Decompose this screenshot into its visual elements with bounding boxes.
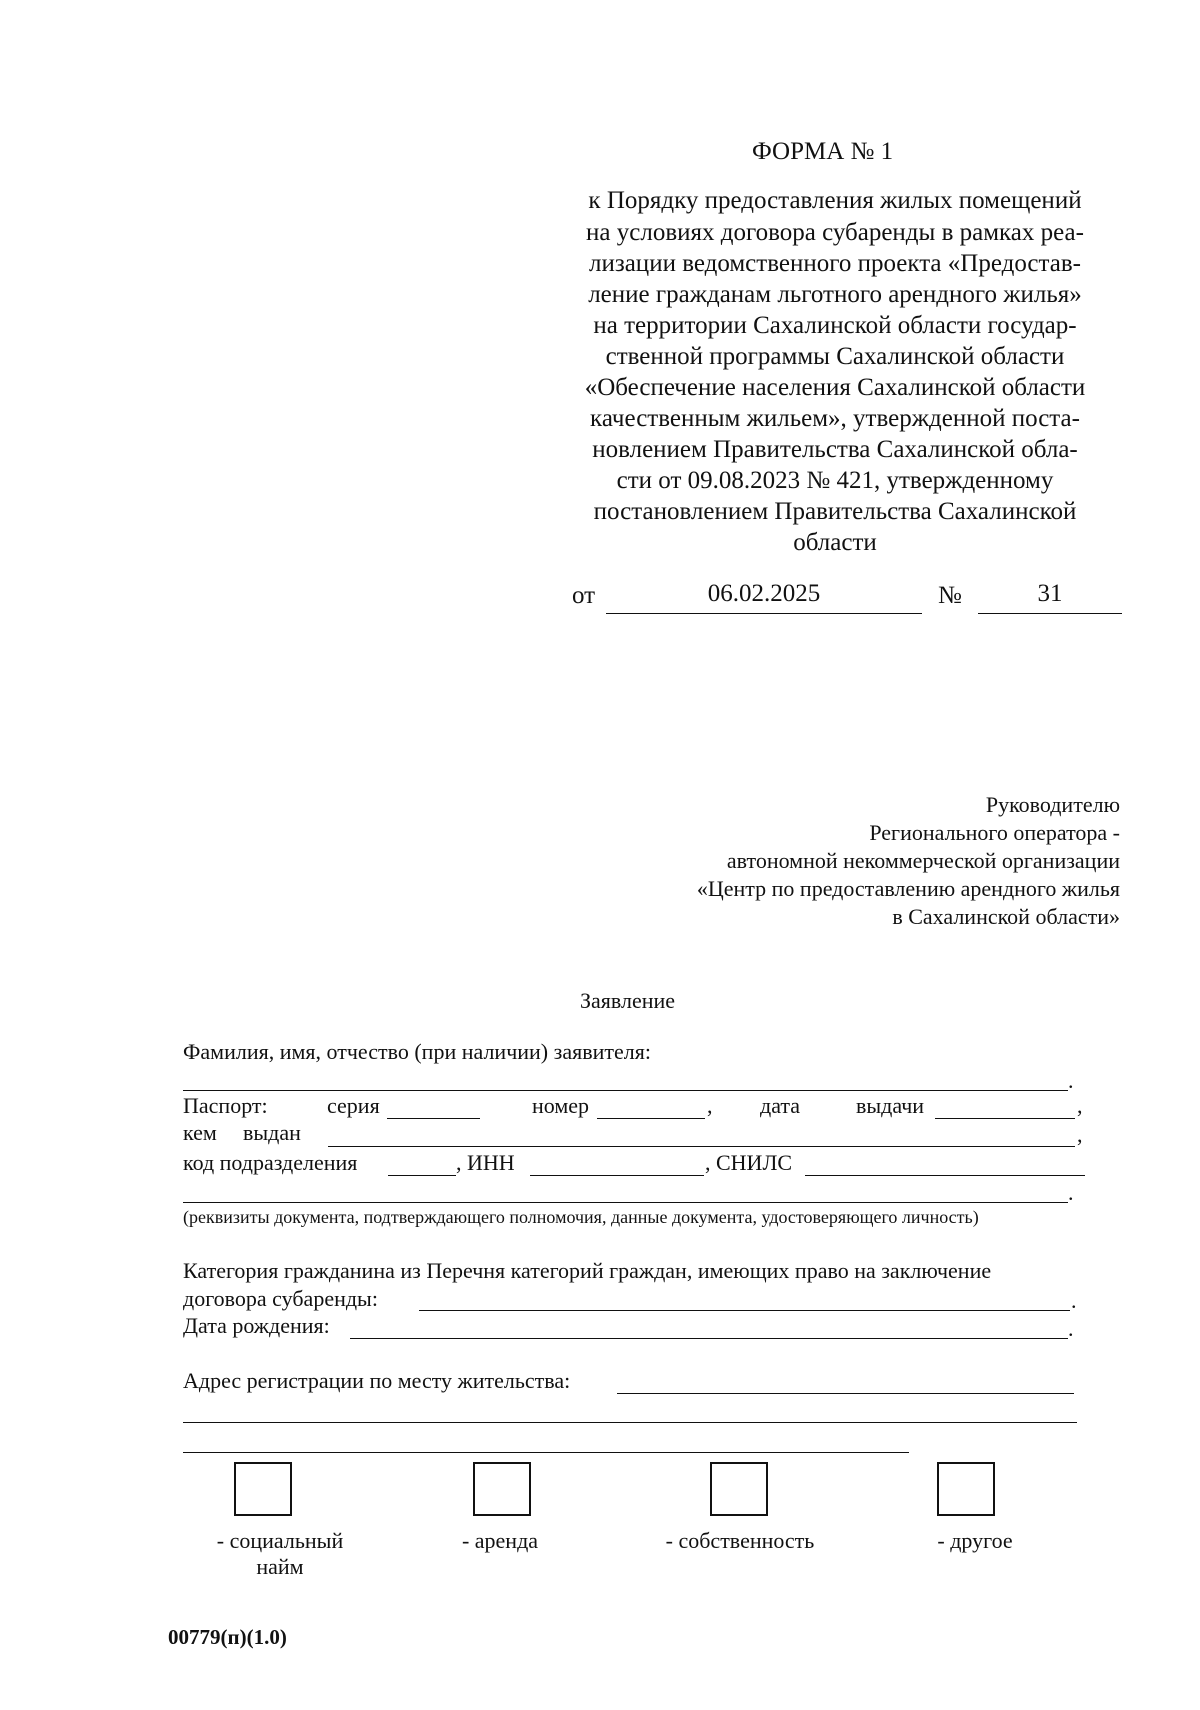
date-prefix: от	[572, 582, 596, 609]
addressee-line: «Центр по предоставлению арендного жилья	[696, 876, 1120, 901]
addressee-line: автономной некоммерческой организации	[726, 848, 1120, 873]
category-label-line2: договора субаренды:	[183, 1286, 378, 1311]
appendix-line: на территории Сахалинской области государ-	[593, 312, 1077, 339]
appendix-text	[545, 187, 1125, 560]
address-input-line-3[interactable]	[183, 1452, 909, 1453]
appendix-line: к Порядку предоставления жилых помещений	[588, 187, 1082, 214]
address-input-line-2[interactable]	[183, 1422, 1077, 1423]
division-code-input-line[interactable]	[388, 1175, 456, 1176]
birth-date-input-line[interactable]	[350, 1338, 1068, 1339]
appendix-line: области	[793, 529, 877, 556]
comma-mark: ,	[1077, 1093, 1083, 1118]
other-checkbox[interactable]	[937, 1462, 995, 1516]
snils-label: , СНИЛС	[705, 1150, 793, 1175]
issued-by-input-line[interactable]	[328, 1146, 1075, 1147]
appendix-line: лизации ведомственного проекта «Предостав-	[588, 250, 1081, 277]
ownership-label: - собственность	[665, 1528, 815, 1553]
fio-label: Фамилия, имя, отчество (при наличии) заявителя:	[183, 1039, 651, 1064]
appendix-line: «Обеспечение населения Сахалинской области	[584, 374, 1086, 401]
number-label: номер	[532, 1093, 590, 1118]
appendix-line: ление гражданам льготного арендного жилья»	[588, 281, 1082, 308]
statement-title: Заявление	[580, 988, 676, 1013]
addressee-block	[600, 792, 1120, 932]
series-input-line[interactable]	[387, 1118, 480, 1119]
social-rent-label-line1: - социальный	[216, 1528, 344, 1553]
requisites-input-line[interactable]	[183, 1202, 1068, 1203]
appendix-line: новлением Правительства Сахалинской обла-	[592, 436, 1078, 463]
rent-label: - аренда	[461, 1528, 539, 1553]
appendix-line: качественным жильем», утвержденной поста-	[590, 405, 1080, 432]
address-input-line-1[interactable]	[617, 1393, 1074, 1394]
division-code-label: код подразделения	[183, 1150, 358, 1175]
date-value[interactable]: 06.02.2025	[606, 580, 922, 614]
period-mark: .	[1071, 1288, 1077, 1313]
other-label: - другое	[937, 1528, 1013, 1553]
document-code: 00779(п)(1.0)	[168, 1625, 287, 1649]
appendix-line: ственной программы Сахалинской области	[605, 343, 1065, 370]
issue-date-label: дата	[760, 1093, 801, 1118]
birth-date-label: Дата рождения:	[183, 1313, 330, 1338]
issued-by-label: кем	[183, 1120, 217, 1145]
addressee-line: Регионального оператора -	[869, 820, 1120, 845]
period-mark: .	[1068, 1316, 1074, 1341]
form-title: ФОРМА № 1	[752, 138, 894, 165]
series-label: серия	[327, 1093, 380, 1118]
comma-mark: ,	[707, 1093, 713, 1118]
social-rent-label	[180, 1528, 380, 1580]
period-mark: .	[1068, 1068, 1074, 1093]
address-label: Адрес регистрации по месту жительства:	[183, 1368, 571, 1393]
requisites-note: (реквизиты документа, подтверждающего полномочия, данные документа, удостоверяющего личность)	[183, 1207, 979, 1227]
appendix-line: на условиях договора субаренды в рамках реа-	[586, 219, 1084, 246]
inn-input-line[interactable]	[530, 1175, 704, 1176]
addressee-line: в Сахалинской области»	[892, 904, 1120, 929]
category-input-line[interactable]	[419, 1310, 1070, 1311]
inn-label: , ИНН	[456, 1150, 515, 1175]
addressee-line: Руководителю	[985, 792, 1120, 817]
snils-input-line[interactable]	[805, 1175, 1085, 1176]
passport-number-input-line[interactable]	[597, 1118, 705, 1119]
appendix-line: сти от 09.08.2023 № 421, утвержденному	[616, 467, 1054, 494]
period-mark: .	[1068, 1180, 1074, 1205]
ownership-checkbox[interactable]	[710, 1462, 768, 1516]
social-rent-label-line2: найм	[256, 1554, 304, 1579]
social-rent-checkbox[interactable]	[234, 1462, 292, 1516]
appendix-line: постановлением Правительства Сахалинской	[593, 498, 1077, 525]
category-label-line1: Категория гражданина из Перечня категорий граждан, имеющих право на заключение	[183, 1258, 992, 1283]
issue-date-label-2: выдачи	[856, 1093, 925, 1118]
issued-by-label-2: выдан	[243, 1120, 301, 1145]
fio-input-line[interactable]	[183, 1090, 1068, 1091]
rent-checkbox[interactable]	[473, 1462, 531, 1516]
passport-label: Паспорт:	[183, 1093, 268, 1118]
number-prefix: №	[938, 582, 962, 609]
issue-date-input-line[interactable]	[935, 1118, 1075, 1119]
comma-mark: ,	[1077, 1122, 1083, 1147]
number-value[interactable]: 31	[978, 580, 1122, 614]
